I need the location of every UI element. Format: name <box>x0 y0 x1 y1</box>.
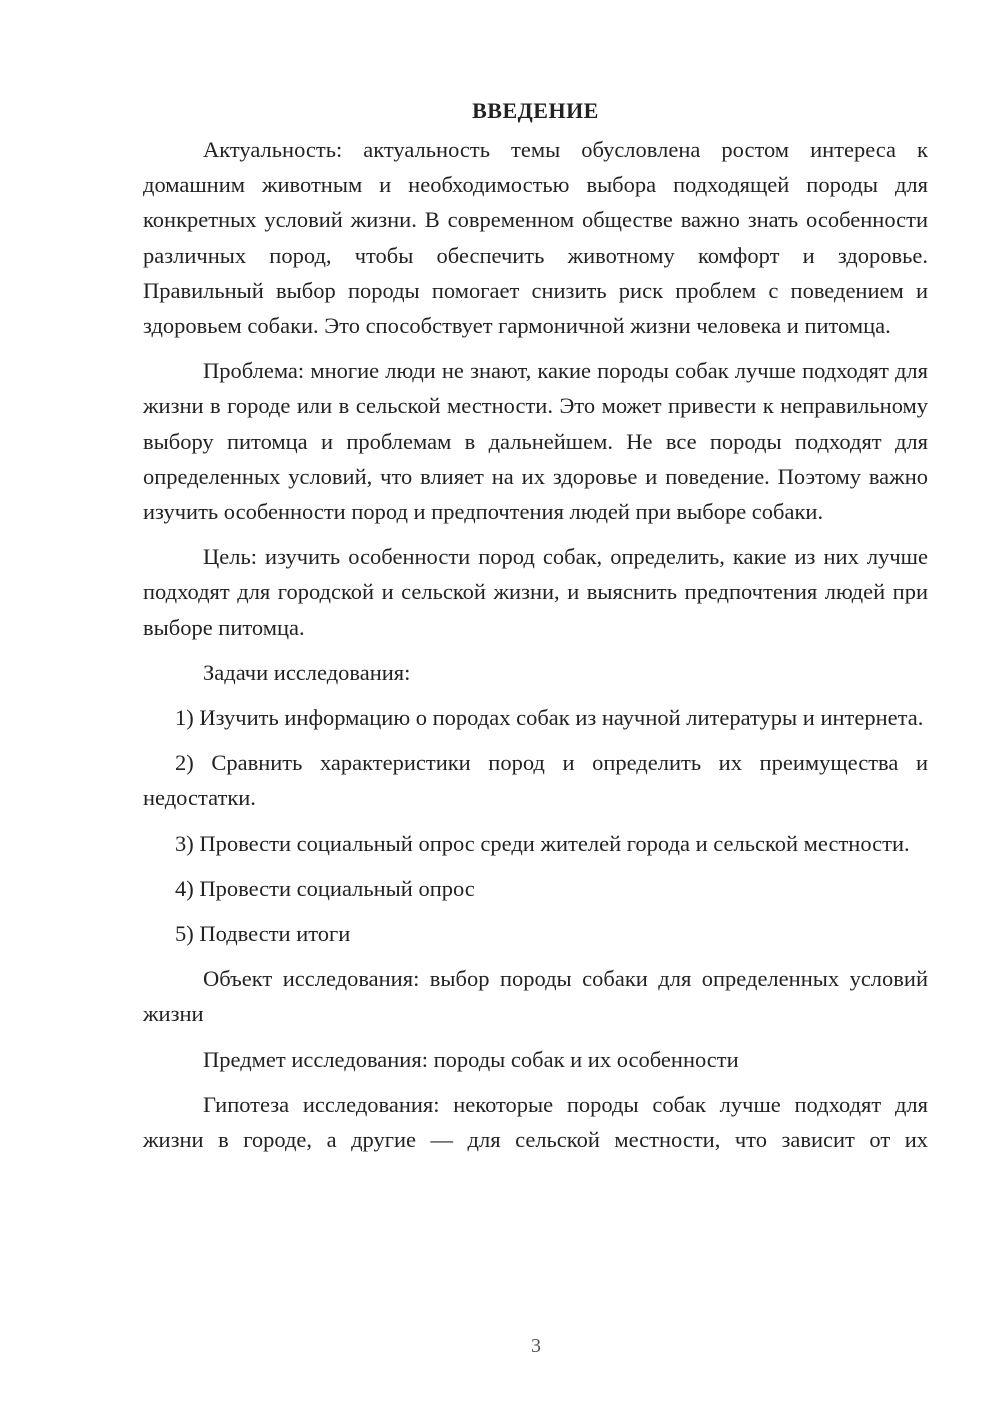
paragraph-relevance: Актуальность: актуальность темы обусловлена ростом интереса к домашним животным и необходимостью выбора подходящей породы для конкретных условий жизни. В современном обществе важно знать особенности различных пород, чтобы обеспечить животному комфорт и здоровье. Правильный выбор породы помогает снизить риск проблем с поведением и здоровьем собаки. Это способствует гармоничной жизни человека и питомца. <box>143 137 928 339</box>
paragraph-object: Объект исследования: выбор породы собаки для определенных условий жизни <box>143 966 928 1027</box>
task-item-3: 3) Провести социальный опрос среди жителей города и сельской местности. <box>175 830 910 856</box>
paragraph-problem: Проблема: многие люди не знают, какие породы собак лучше подходят для жизни в городе или в сельской местности. Это может привести к неправильному выбору питомца и проблемам в дальнейшем. Не все породы подходят для определенных условий, что влияет на их здоровье и поведение. Поэтому важно изучить особенности пород и предпочтения людей при выборе собаки. <box>143 358 928 525</box>
task-item-1: 1) Изучить информацию о породах собак из научной литературы и интернета. <box>175 705 924 731</box>
task-item-2: 2) Сравнить характеристики пород и определить их преимущества и недостатки. <box>143 750 928 811</box>
task-item-5: 5) Подвести итоги <box>175 921 351 947</box>
paragraph-subject: Предмет исследования: породы собак и их особенности <box>203 1046 739 1072</box>
section-title: ВВЕДЕНИЕ <box>472 98 599 123</box>
task-item-4: 4) Провести социальный опрос <box>175 875 475 901</box>
tasks-heading: Задачи исследования: <box>203 659 411 685</box>
page-number: 3 <box>531 1335 541 1357</box>
document-page <box>143 94 928 1167</box>
paragraph-hypothesis: Гипотеза исследования: некоторые породы собак лучше подходят для жизни в городе, а другие — для сельской местности, что зависит от их <box>143 1091 928 1153</box>
paragraph-goal: Цель: изучить особенности пород собак, определить, какие из них лучше подходят для городской и сельской жизни, и выяснить предпочтения людей при выборе питомца. <box>143 544 928 640</box>
